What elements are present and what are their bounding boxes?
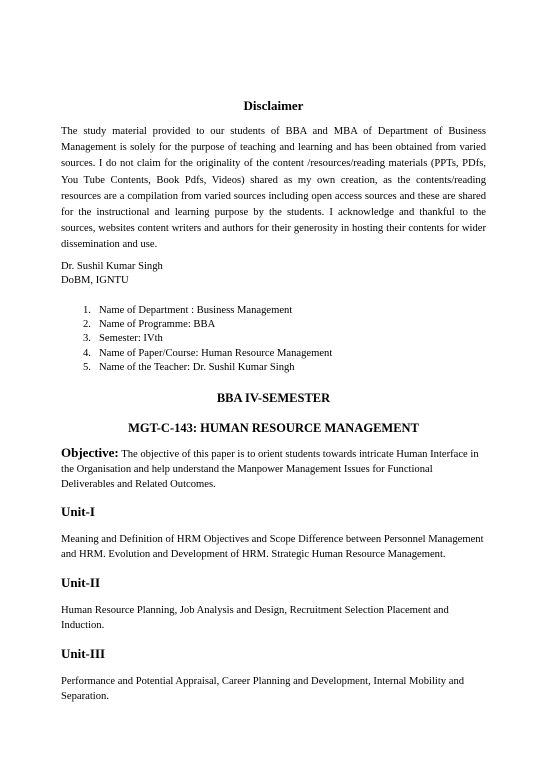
unit-text: Meaning and Definition of HRM Objectives and Scope Difference between Personnel Management and HRM. Evolution and Development of HRM. Strategic Human Resource Management. [61, 533, 484, 561]
list-item-number: 2. [83, 319, 91, 331]
list-item-number: 4. [83, 347, 91, 359]
author-affiliation: DoBM, IGNTU [61, 274, 129, 286]
unit-text: Human Resource Planning, Job Analysis and Design, Recruitment Selection Placement and Induction. [61, 604, 449, 632]
list-item-text: Name of Department : Business Management [99, 304, 293, 316]
list-item [83, 318, 486, 332]
list-item-number: 5. [83, 362, 91, 374]
author-name: Dr. Sushil Kumar Singh [61, 260, 163, 272]
unit-heading: Unit-II [61, 574, 101, 590]
list-item-text: Name of Paper/Course: Human Resource Management [99, 347, 333, 359]
list-item [83, 347, 486, 361]
unit-heading: Unit-I [61, 503, 95, 519]
list-item-text: Semester: IVth [99, 333, 163, 345]
list-item [83, 361, 486, 375]
page-content [61, 98, 486, 705]
disclaimer-title: Disclaimer [243, 98, 304, 113]
list-item [83, 332, 486, 346]
disclaimer-signature [61, 260, 486, 288]
course-title: MGT-C-143: HUMAN RESOURCE MANAGEMENT [128, 420, 419, 435]
list-item-number: 1. [83, 304, 91, 316]
list-item [83, 304, 486, 318]
objective-text: The objective of this paper is to orient students towards intricate Human Interface in the Organisation and help understand the Manpower Management Issues for Functional Deliverables and Related Outcomes. [61, 448, 479, 490]
list-item-number: 3. [83, 333, 91, 345]
unit-text: Performance and Potential Appraisal, Career Planning and Development, Internal Mobility and Separation. [61, 675, 465, 703]
semester-heading: BBA IV-SEMESTER [216, 390, 331, 405]
list-item-text: Name of the Teacher: Dr. Sushil Kumar Singh [99, 362, 295, 374]
objective-paragraph [61, 445, 486, 492]
disclaimer-body: The study material provided to our students of BBA and MBA of Department of Business Management is solely for the purpose of teaching and learning and has been obtained from varied sources. I do not claim for the originality of the content /resources/reading materials (PPTs, PDfs, You Tube Contents, Book Pdfs, Videos) shared as my own creation, as the contents/reading resources are a compilation from varied sources including open access sources and these are shared for the instructional and learning purpose by the students. I acknowledge and thankful to the sources, websites content writers and authors for their generosity in hosting their contents for wider dissemination and use. [61, 126, 486, 251]
objective-label: Objective: [61, 444, 119, 460]
course-info-list [61, 304, 486, 376]
list-item-text: Name of Programme: BBA [99, 319, 216, 331]
unit-heading: Unit-III [61, 645, 106, 661]
